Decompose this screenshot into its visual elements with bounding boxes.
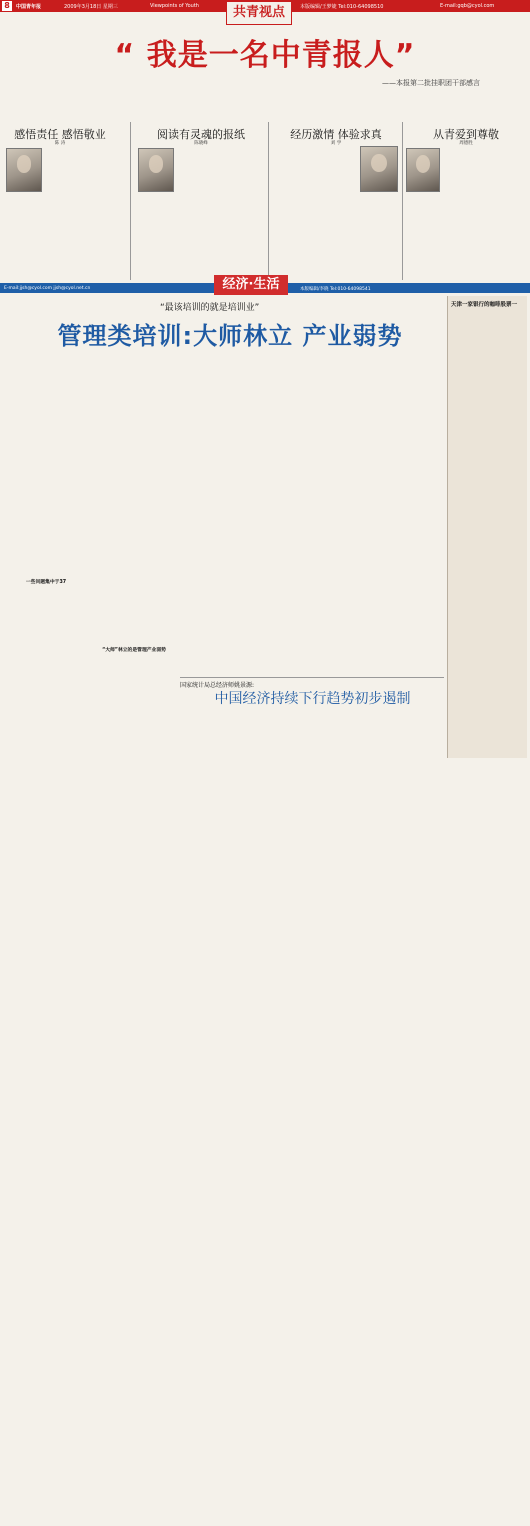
article-headline: 管理类培训:大师林立 产业弱势 xyxy=(57,322,403,350)
column-1-author: 陈 涛 xyxy=(54,141,66,146)
article-quote: “最该培训的就是培训业” xyxy=(160,303,260,313)
column-divider xyxy=(402,122,403,280)
section2-emails: E-mail:jjsh@cyol.com jjsh@cyol.net.cn xyxy=(4,285,91,291)
feature-headline: “ 我是一名中青报人” xyxy=(114,38,416,73)
section2-label: 经济·生活 xyxy=(214,275,288,295)
column-3-body xyxy=(0,432,84,564)
article-body xyxy=(0,1436,84,1526)
column-divider xyxy=(130,122,131,280)
column-2-author: 陈晓峰 xyxy=(194,141,208,146)
author-photo-4 xyxy=(406,148,440,192)
column-1-title: 感悟责任 感悟敬业 xyxy=(14,128,106,141)
sidebar-article-box xyxy=(447,296,527,758)
article-body xyxy=(0,780,84,1108)
section2-editor: 本版编辑/李晓 Tel:010-64098541 xyxy=(300,286,371,292)
divider xyxy=(180,677,444,678)
bottom-article-headline: 中国经济持续下行趋势初步遏制 xyxy=(214,691,411,707)
contact-email: E-mail:gqb@cyol.com xyxy=(440,3,495,9)
section-label: 共青视点 xyxy=(226,1,292,25)
column-4-author: 周德胜 xyxy=(459,141,473,146)
editor-info: 本版编辑/王梦婕 Tel:010-64098510 xyxy=(300,4,384,10)
article-subhead: “大师”林立的是管理产业弱势 xyxy=(102,648,166,653)
bottom-article-tag: 国家统计局总经济师姚景源: xyxy=(180,682,255,689)
page-number: 8 xyxy=(2,1,12,11)
header-slogan: Viewpoints of Youth xyxy=(150,3,199,9)
author-photo-2 xyxy=(138,148,174,192)
issue-date: 2009年3月18日 星期三 xyxy=(64,4,118,10)
sidebar-article-title: 天津一家银行的咖啡股票一 xyxy=(451,302,518,308)
column-3-author: 刘 学 xyxy=(330,141,342,146)
column-2-body xyxy=(0,348,36,432)
column-2-title: 阅读有灵魂的报纸 xyxy=(157,128,245,141)
author-photo-3 xyxy=(360,146,398,192)
article-body xyxy=(0,1108,84,1436)
column-divider xyxy=(268,122,269,280)
article-subhead: 一些问题集中于37 xyxy=(25,580,67,585)
column-4-title: 从青爱到尊敬 xyxy=(433,128,499,141)
column-4-body xyxy=(0,696,34,780)
feature-byline: ——本报第二批挂职团干部感言 xyxy=(382,79,480,87)
newspaper-logo: 中国青年报 xyxy=(16,4,42,10)
column-3-title: 经历激情 体验求真 xyxy=(290,128,382,141)
author-photo-1 xyxy=(6,148,42,192)
